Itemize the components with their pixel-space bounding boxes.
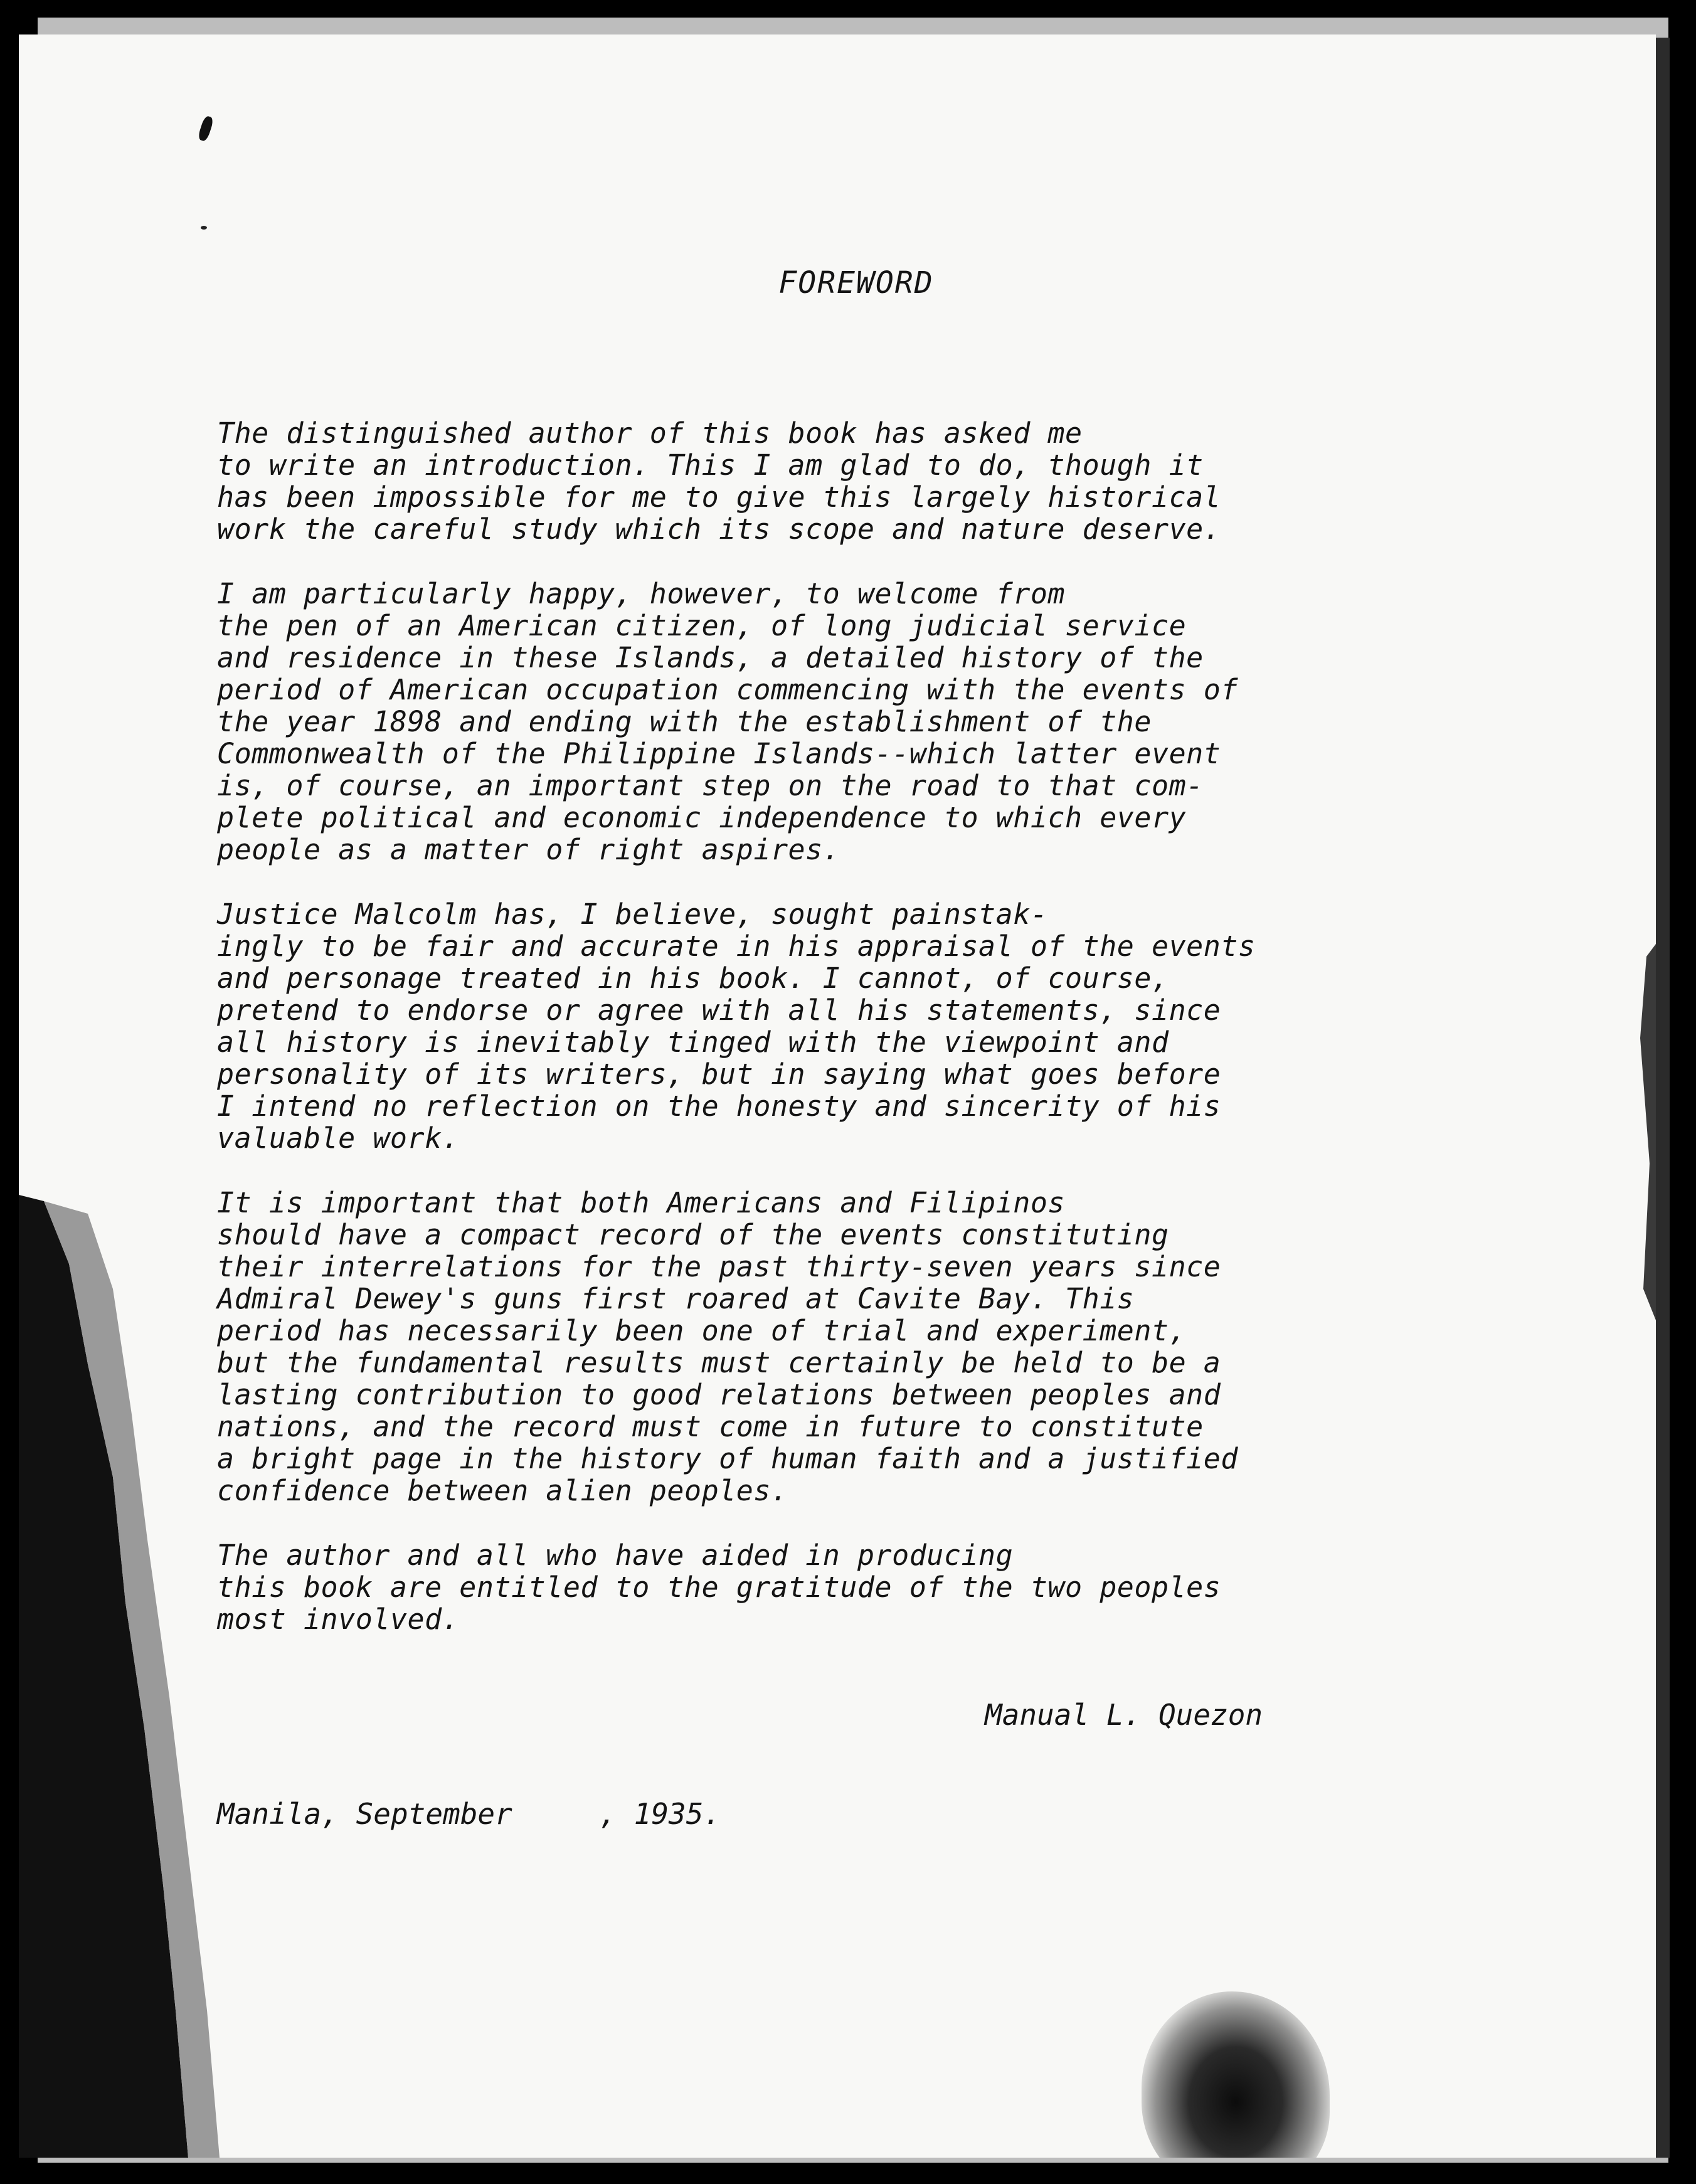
paragraph: Justice Malcolm has, I believe, sought painstak- ingly to be fair and accurate in his appraisal of the events and personage treated in his book. I cannot, of course, pretend to endorse or agree with all his statements, since all history is inevitably tinged with the viewpoint and personality of its writers, but in saying what goes before I intend no reflection on the honesty and sincerity of his valuable work. (217, 898, 1256, 1155)
document-sheet (19, 34, 1656, 2158)
paragraph: I am particularly happy, however, to welcome from the pen of an American citizen, of long judicial service and residence in these Islands, a detailed history of the period of American occupation commencing with the events of the year 1898 and ending with the establishment of the Commonwealth of the Philippine Islands--which latter event is, of course, an important step on the road to that com- plete political and economic independence to which every people as a matter of right aspires. (217, 577, 1238, 866)
paragraph: It is important that both Americans and Filipinos should have a compact record of the events constituting their interrelations for the past thirty-seven years since Admiral Dewey's guns first roared at Cavite Bay. This period has necessarily been one of trial and experiment, but the fundamental results must certainly be held to be a lasting contribution to good relations between peoples and nations, and the record must come in future to constitute a bright page in the history of human faith and a justified confidence between alien peoples. (217, 1186, 1238, 1507)
paragraph: The distinguished author of this book has asked me to write an introduction. This I am glad to do, though it has been impossible for me to give this largely historical work the careful study which its scope and nature deserve. (217, 416, 1221, 546)
ink-speck (201, 226, 207, 230)
body-text (217, 417, 1547, 1668)
paper-edge (1656, 38, 1670, 2158)
paragraph: The author and all who have aided in producing this book are entitled to the gratitude of the two peoples most involved. (217, 1539, 1221, 1636)
page-title: FOREWORD (778, 265, 934, 300)
dateline: Manila, September , 1935. (217, 1797, 721, 1831)
signature: Manual L. Quezon (985, 1698, 1263, 1732)
